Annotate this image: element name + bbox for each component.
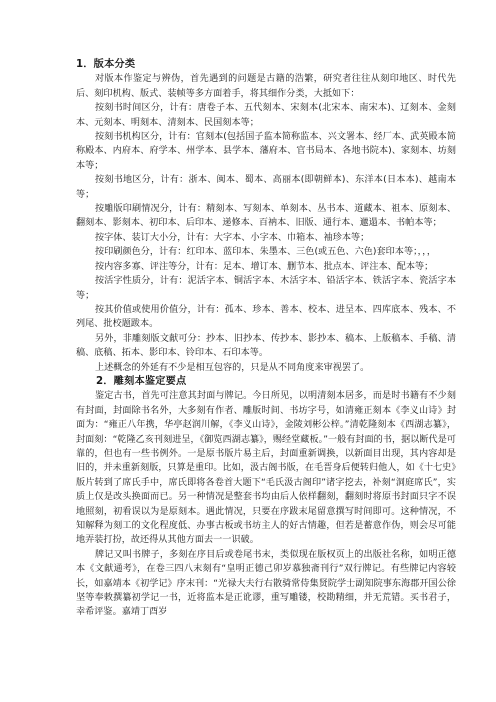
paragraph: 上述概念的外延有不少是相互包容的，只是从不同角度来审视罢了。	[95, 362, 370, 373]
section-heading-engraving-identification: 2．雕刻本鉴定要点	[96, 375, 187, 387]
section-body-version-classification	[76, 72, 456, 375]
paragraph: 按内容多寡、评注等分，计有：足本、增订本、删节本、批点本、评注本、配本等；	[95, 261, 434, 272]
paragraph: 按雕版印刷情况分，计有：精刻本、写刻本、单刻本、丛书本、道藏本、祖本、原刻本、翻刻本、影刻本、初印本、后印本、递修本、百衲本、旧版、通行本、邋遢本、书帕本等；	[76, 204, 456, 229]
paragraph: 按字体、装订大小分，计有：大字本、小字本、巾箱本、袖珍本等；	[95, 232, 370, 243]
paragraph: 按刻书时间区分，计有：唐卷子本、五代刻本、宋刻本(北宋本、南宋本)、辽刻本、金刻本、元刻本、明刻本、清刻本、民国刻本等；	[76, 103, 456, 128]
section-heading-version-classification: 1．版本分类	[76, 59, 136, 70]
paragraph: 牌记又叫书牌子，多刻在序目后或卷尾书末，类似现在版权页上的出版社名称，如明正德本《文献通考》，在卷三四八末刻有“皇明正德己卯岁慕独斋刊行”双行牌记。有些牌记内容较长，如嘉靖本《初学记》序末刊：“光禄大夫行右散骑常侍集贤院学士副知院事东海郡开国公徐坚等奉敕撰纂初学记一书，近将监本是正讹谬，重写雕镂，校勘精细，并无荒错。买书君子，幸希评鉴。嘉靖丁酉岁	[76, 549, 456, 618]
paragraph: 按印刷颜色分，计有：红印本、蓝印本、朱墨本、三色(或五色、六色)套印本等；，，，	[95, 247, 437, 258]
paragraph: 鉴定古书，首先可注意其封面与牌记。今日所见，以明清刻本居多，而是时书籍有不少刻有封面，封面除书名外，大多刻有作者、雕版时间、书坊字号，如清雍正刻本《李义山诗》封面为：“雍正八年携，华亭赵润川解，《李义山诗》，金陵刘彬公梓。”清乾隆刻本《西湖志纂》，封面刻：“乾隆乙亥刊刻进呈，《御览西湖志纂》，赐经堂藏板。”一般有封面的书，据以断代是可靠的，但也有一些书例外。一是原书版片易主后，封面重新调换，以新面目出现，其内容却是旧的，并未重新刻版，只算是重印。比如，汲古阁书版，在毛晋身后便转归他人，如《十七史》版片转到了席氏手中，席氏即将各卷首大题下“毛氏汲古阁印”诸字挖去，补刻“洞庭席氏”，实质上仅是改头换面而已。另一种情况是整套书均由后人依样翻刻，翻刻时将原书封面只字不误地照刻，初看误以为是原刻本。遇此情况，只要在序跋末尾留意撰写时间即可。这种情况，不知解释为刻工的文化程度低、办事古板或书坊主人的好古情趣，但若是蓄意作伪，则会尽可能地弄装打扮，故还得从其他方面去一一识破。	[76, 391, 456, 546]
paragraph: 另外，非雕刻版文献可分：抄本、旧抄本、传抄本、影抄本、稿本、上版稿本、手稿、清稿、底稿、拓本、影印本、铃印本、石印本等。	[76, 333, 456, 359]
paragraph: 按其价值或使用价值分，计有：孤本、珍本、善本、校本、进呈本、四库底本、残本、不列尾、批校题跋本。	[76, 304, 456, 330]
section-body-engraving-identification	[76, 389, 456, 620]
paragraph: 按刻书地区分，计有：浙本、闽本、蜀本、高丽本(即朝鲜本)、东洋本(日本本)、越南本等；	[76, 175, 456, 200]
paragraph: 按活字性质分，计有：泥活字本、铜活字本、木活字本、铅活字本、铁活字本、瓷活字本等；	[76, 276, 456, 301]
paragraph: 按刻书机构区分，计有：官刻本(包括国子监本简称监本、兴文署本、经厂本、武英殿本简称殿本、内府本、府学本、州学本、县学本、藩府本、官书局本、各地书院本)、家刻本、坊刻本等；	[76, 132, 456, 171]
paragraph: 对版本作鉴定与辨伪，首先遇到的问题是古籍的浩繁，研究者往往从刻印地区、时代先后、刻印机构、版式、装帧等多方面着手，将其细作分类，大抵如下：	[76, 74, 456, 99]
